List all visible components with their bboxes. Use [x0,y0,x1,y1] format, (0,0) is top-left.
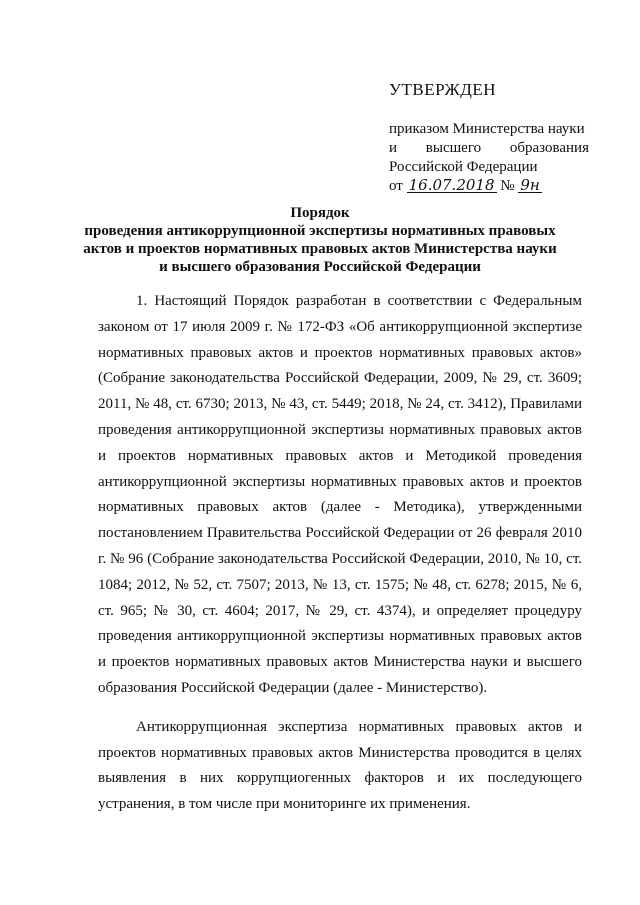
title-line-3: актов и проектов нормативных правовых актов Министерства науки [83,241,557,257]
document-body [98,289,582,818]
document-title [60,204,580,276]
order-reference [389,177,589,196]
title-line-1: Порядок [290,205,350,221]
order-number-label: № [500,178,515,194]
approval-line-2: и высшего образования [389,140,589,156]
paragraph-1: 1. Настоящий Порядок разработан в соответствии с Федеральным законом от 17 июля 2009 г. № 172-ФЗ «Об антикоррупционной экспертизе нормативных правовых актов и проектов нормативных правовых актов» (Собрание законодательства Российской Федерации, 2009, № 29, ст. 3609; 2011, № 48, ст. 6730; 2013, № 43, ст. 5449; 2018, № 24, ст. 3412), Правилами проведения антикоррупционной экспертизы нормативных правовых актов и проектов нормативных правовых актов и Методикой проведения антикоррупционной экспертизы нормативных правовых актов и проектов нормативных правовых актов (далее - Методика), утвержденными постановлением Правительства Российской Федерации от 26 февраля 2010 г. № 96 (Собрание законодательства Российской Федерации, 2010, № 10, ст. 1084; 2012, № 52, ст. 7507; 2013, № 13, ст. 1575; № 48, ст. 6278; 2015, № 6, ст. 965; № 30, ст. 4604; 2017, № 29, ст. 4374), и определяет процедуру проведения антикоррупционной экспертизы нормативных правовых актов и проектов нормативных правовых актов Министерства науки и высшего образования Российской Федерации (далее - Министерство). [98,293,582,696]
title-line-4: и высшего образования Российской Федерации [159,259,481,275]
handwritten-order-number: 9н [520,176,540,194]
approval-line-1: приказом Министерства науки [389,121,585,137]
approved-heading: УТВЕРЖДЕН [389,80,496,99]
order-prefix: от [389,178,403,194]
approval-line-3: Российской Федерации [389,159,538,175]
handwritten-order-date: 16.07.2018 [408,176,495,194]
approval-stamp [389,80,589,196]
paragraph-2: Антикоррупционная экспертиза нормативных правовых актов и проектов нормативных правовых актов Министерства проводится в целях выявления в них коррупциогенных факторов и их последующего устранения, в том числе при мониторинге их применения. [98,718,582,813]
title-line-2: проведения антикоррупционной экспертизы нормативных правовых [84,223,556,239]
